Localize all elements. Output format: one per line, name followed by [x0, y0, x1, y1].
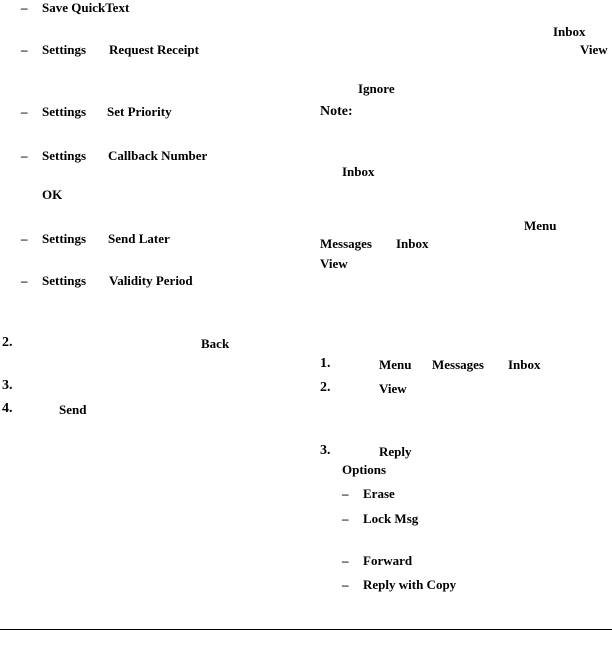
step-number: 1.: [320, 356, 331, 371]
step-number: 3.: [320, 443, 331, 458]
step-number: 2.: [320, 380, 331, 395]
request-receipt-label: Request Receipt: [109, 42, 199, 57]
inbox-label: Inbox: [396, 236, 429, 251]
bullet-dash: –: [342, 511, 349, 526]
send-key-label: Send: [59, 402, 87, 417]
settings-label: Settings: [42, 104, 87, 119]
callback-number-label: Callback Number: [108, 148, 208, 163]
bullet-dash: –: [342, 577, 349, 592]
validity-period-label: Validity Period: [109, 273, 193, 288]
menu-label: Menu: [379, 357, 412, 372]
view-label: View: [379, 381, 407, 396]
ok-label: OK: [42, 187, 63, 202]
settings-label: Settings: [42, 148, 87, 163]
settings-label: Settings: [42, 231, 87, 246]
bullet-dash: –: [342, 553, 349, 568]
note-label: Note:: [320, 104, 353, 119]
step-number: 3.: [2, 378, 13, 393]
lock-msg-option-label: Lock Msg: [363, 511, 419, 526]
messages-label: Messages: [432, 357, 484, 372]
bullet-dash: –: [342, 486, 349, 501]
step-number: 4.: [2, 401, 13, 416]
settings-label: Settings: [42, 42, 87, 57]
options-label: Options: [342, 462, 387, 477]
reply-with-copy-option-label: Reply with Copy: [363, 577, 457, 592]
view-label: View: [320, 256, 348, 271]
erase-option-label: Erase: [363, 486, 395, 501]
bullet-dash: –: [21, 273, 28, 288]
messages-label: Messages: [320, 236, 372, 251]
bullet-dash: –: [21, 104, 28, 119]
inbox-label: Inbox: [508, 357, 541, 372]
set-priority-label: Set Priority: [107, 104, 172, 119]
inbox-label: Inbox: [553, 24, 586, 39]
bottom-rule: [0, 629, 612, 630]
forward-option-label: Forward: [363, 553, 413, 568]
step-number: 2.: [2, 335, 13, 350]
ignore-label: Ignore: [358, 81, 395, 96]
save-quicktext-label: Save QuickText: [42, 0, 130, 15]
back-key-label: Back: [201, 336, 230, 351]
bullet-dash: –: [21, 231, 28, 246]
view-label: View: [580, 42, 608, 57]
send-later-label: Send Later: [108, 231, 170, 246]
bullet-dash: –: [21, 0, 28, 15]
bullet-dash: –: [21, 148, 28, 163]
inbox-label: Inbox: [342, 164, 375, 179]
menu-label: Menu: [524, 218, 557, 233]
bullet-dash: –: [21, 42, 28, 57]
settings-label: Settings: [42, 273, 87, 288]
reply-label: Reply: [379, 444, 412, 459]
